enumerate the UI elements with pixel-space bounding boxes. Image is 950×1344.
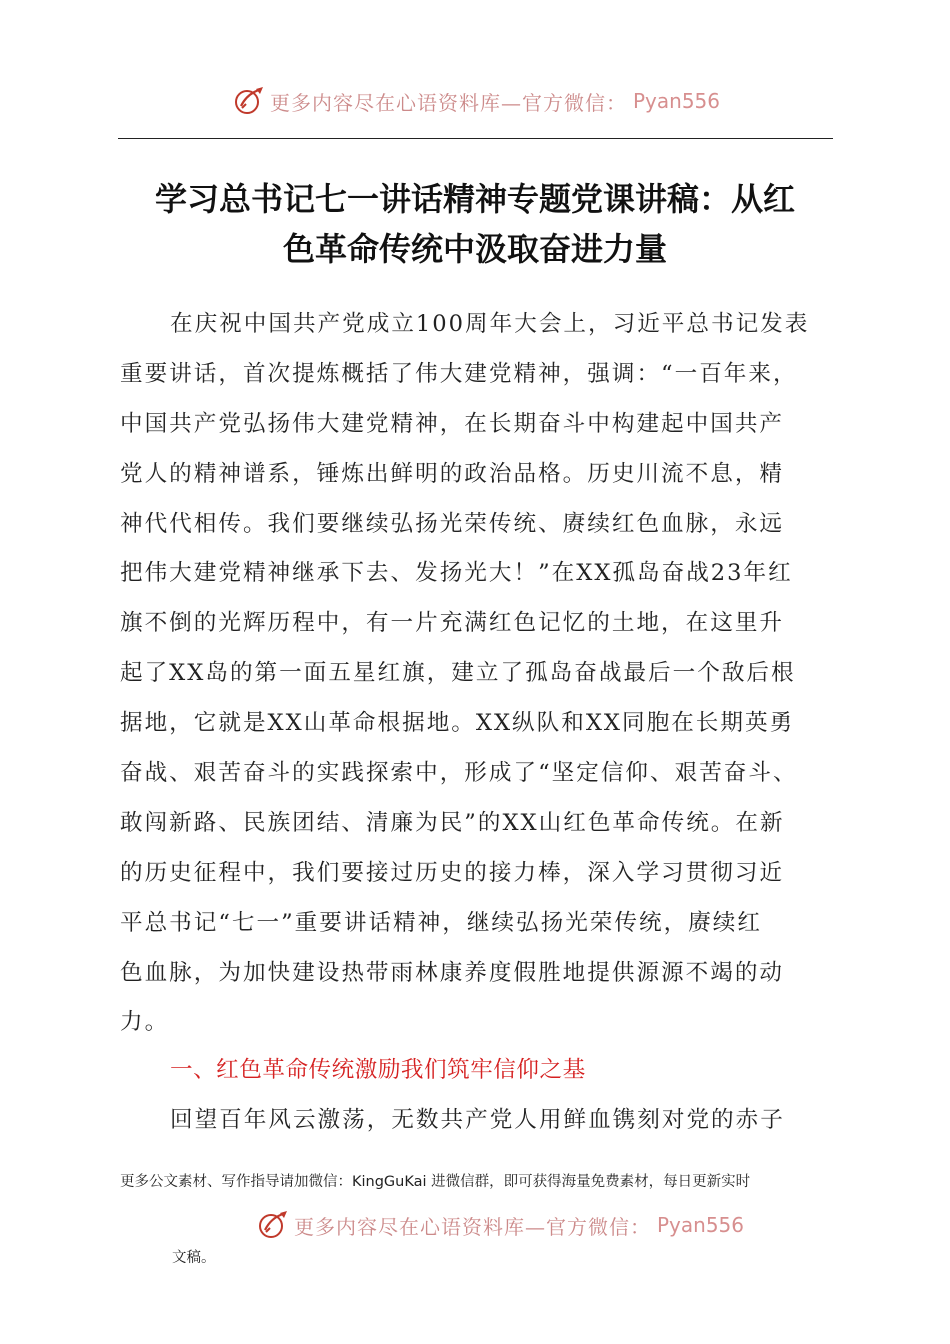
paragraph-line: 力。 [120, 1009, 170, 1036]
paragraph-line: 平总书记“七一”重要讲话精神，继续弘扬光荣传统，赓续红 [120, 909, 762, 936]
section-heading-1: 一、红色革命传统激励我们筑牢信仰之基 [170, 1057, 586, 1083]
watermark-text: 更多内容尽在心语资料库—官方微信： [294, 1214, 651, 1239]
paragraph-line: 在庆祝中国共产党成立100周年大会上，习近平总书记发表 [170, 311, 810, 337]
paragraph-line: 敢闯新路、民族团结、清廉为民”的XX山红色革命传统。在新 [120, 809, 785, 836]
footer-promo-line-end: 文稿。 [172, 1250, 216, 1266]
paragraph-line: 旗不倒的光辉历程中，有一片充满红色记忆的土地，在这里升 [120, 610, 785, 637]
intro-paragraph [120, 300, 832, 1048]
title-line-2: 色革命传统中汲取奋进力量 [282, 230, 667, 268]
document-title [110, 174, 840, 274]
paragraph-line: 色血脉，为加快建设热带雨林康养度假胜地提供源源不竭的动 [120, 959, 785, 986]
watermark-wechat-id: Pyan556 [633, 89, 721, 113]
pen-logo-icon [256, 1208, 290, 1242]
paragraph-line: 奋战、艰苦奋斗的实践探索中，形成了“坚定信仰、艰苦奋斗、 [120, 760, 798, 787]
paragraph-line: 的历史征程中，我们要接过历史的接力棒，深入学习贯彻习近 [120, 859, 785, 886]
watermark-wechat-id: Pyan556 [657, 1213, 745, 1237]
header-divider [118, 138, 833, 139]
footer-watermark [256, 1208, 744, 1242]
section-1-paragraph-line: 回望百年风云激荡，无数共产党人用鲜血镌刻对党的赤子 [170, 1107, 785, 1133]
paragraph-line: 神代代相传。我们要继续弘扬光荣传统、赓续红色血脉，永远 [120, 510, 785, 537]
paragraph-line: 据地，它就是XX山革命根据地。XX纵队和XX同胞在长期英勇 [120, 710, 795, 737]
paragraph-line: 中国共产党弘扬伟大建党精神，在长期奋斗中构建起中国共产 [120, 410, 785, 437]
title-line-1: 学习总书记七一讲话精神专题党课讲稿：从红 [154, 180, 795, 218]
paragraph-line: 把伟大建党精神继承下去、发扬光大！”在XX孤岛奋战23年红 [120, 560, 793, 587]
paragraph-line: 党人的精神谱系，锤炼出鲜明的政治品格。历史川流不息，精 [120, 460, 785, 487]
paragraph-line: 重要讲话，首次提炼概括了伟大建党精神，强调：“一百年来， [120, 360, 798, 387]
footer-promo-line: 更多公文素材、写作指导请加微信：KingGuKai 进微信群，即可获得海量免费素材，每日更新实时 [120, 1174, 751, 1190]
paragraph-line: 起了XX岛的第一面五星红旗，建立了孤岛奋战最后一个敌后根 [120, 660, 796, 687]
watermark-text: 更多内容尽在心语资料库—官方微信： [270, 90, 627, 115]
pen-logo-icon [232, 84, 266, 118]
header-watermark [232, 84, 720, 118]
